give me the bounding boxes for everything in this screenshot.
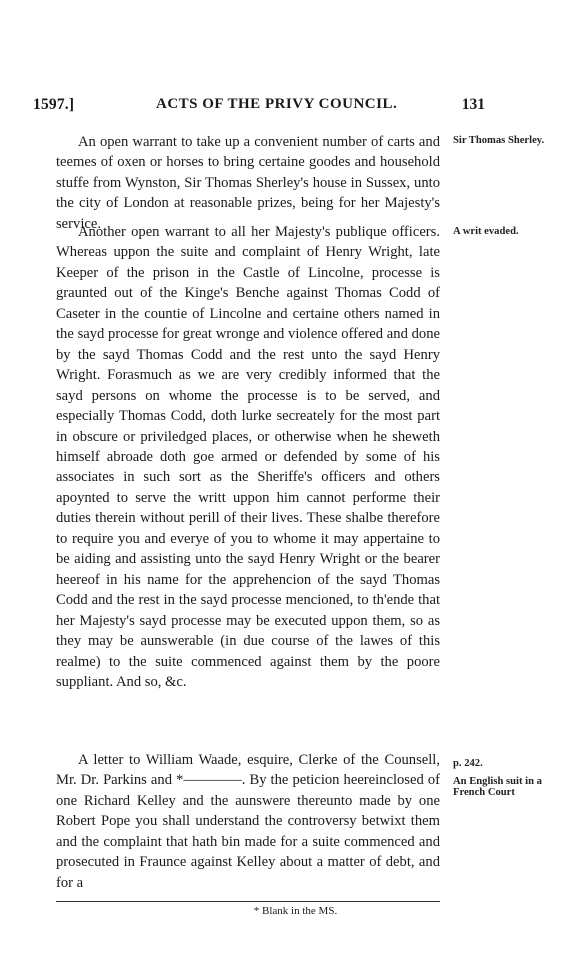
running-header	[33, 96, 487, 118]
footnote-rule	[56, 901, 440, 902]
paragraph-2-text: Another open warrant to all her Majesty's publique officers. Whereas uppon the suite and complaint of Henry Wright, late Keeper of the prison in the Castle of Lincolne, processe is graunted out of the Kinge's Benche against Thomas Codd of Caseter in the countie of Lincolne and certaine others named in the sayd processe for great wronge and violence offered and done by the sayd Thomas Codd and the rest unto the sayd Henry Wright. Forasmuch as we are very credibly informed that the sayd persons on whome the processe is to be served, and especially Thomas Codd, doth lurke secreately for the most part in obscure or priviledged places, or otherwise when he sheweth himself abroade doth goe armed or defended by some of his associates in such sort as the Sheriffe's officers and others apoynted to serve the writt uppon him cannot performe their duties therein without perill of their lives. These shalbe therefore to require you and everye of you to whome it may appertaine to be aiding and assisting unto the sayd Henry Wright or the bearer heereof in his name for the apprehencion of the sayd Thomas Codd and the rest in the sayd processe mencioned, to th'ende that her Majesty's sayd processe may be executed uppon them, so as they may be aunswerable (in due course of the lawes of this realme) to the suite commenced against them by the poore suppliant. And so, &c.	[56, 224, 440, 690]
page-number: 131	[461, 96, 485, 113]
paragraph-3	[56, 750, 440, 893]
header-title: ACTS OF THE PRIVY COUNCIL.	[156, 96, 398, 112]
paragraph-3-text: A letter to William Waade, esquire, Clerke of the Counsell, Mr. Dr. Parkins and *————. By the peticion heereinclosed of one Richard Kelley and the aunswere thereunto made by one Robert Pope you shall understand the controversy betwixt them and the complaint that hath bin made for a suite commenced and prosecuted in Fraunce against Kelley about a matter of debt, and for a	[56, 752, 440, 891]
paragraph-2	[56, 222, 440, 692]
paragraph-1-text: An open warrant to take up a convenient number of carts and teemes of oxen or horses to bring certaine goodes and household stuffe from Wynston, Sir Thomas Sherley's house in Sussex, unto the city of London at reasonable prizes, being for her Majesty's service.	[56, 134, 440, 232]
margin-note-3: p. 242.	[453, 758, 483, 769]
paragraph-1	[56, 132, 440, 234]
header-year: 1597.]	[33, 96, 75, 113]
footnote: * Blank in the MS.	[253, 905, 338, 917]
margin-note-2: A writ evaded.	[453, 226, 519, 237]
margin-note-4: An English suit in a French Court	[453, 776, 542, 798]
margin-note-1: Sir Thomas Sherley.	[453, 135, 545, 146]
